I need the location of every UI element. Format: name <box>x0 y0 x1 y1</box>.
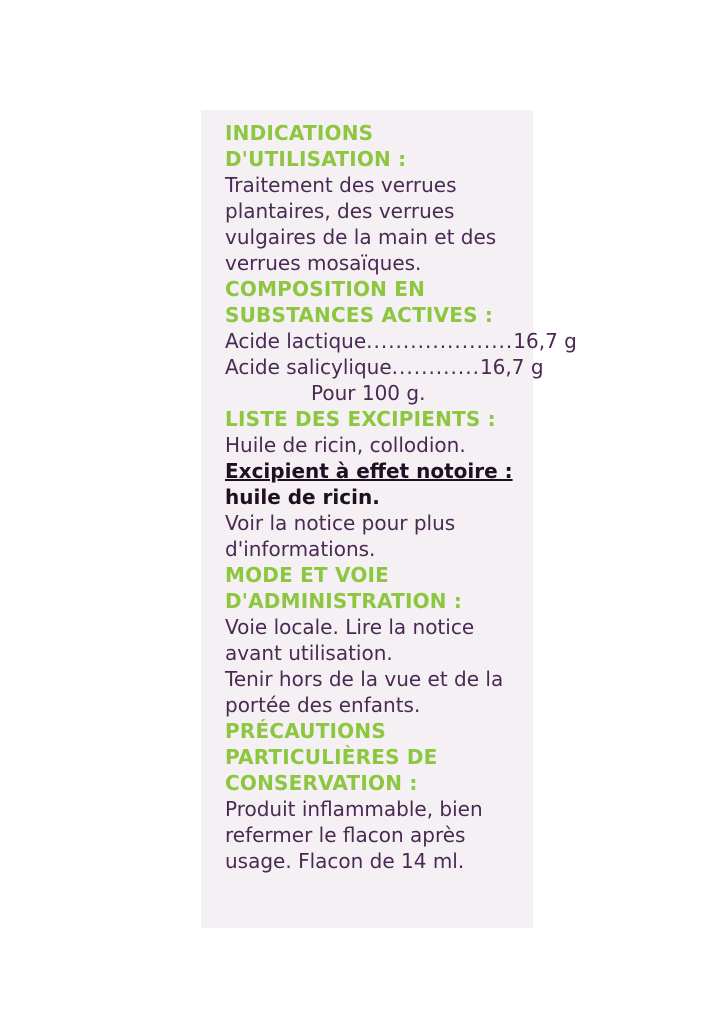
mode-heading-line-2: D'ADMINISTRATION : <box>225 589 463 613</box>
conservation-heading-line-2: PARTICULIÈRES DE <box>225 745 438 769</box>
substance-name: Acide lactique <box>225 329 367 353</box>
excipient-notoire-label: Excipient à effet notoire : <box>225 459 513 483</box>
substance-amount: 16,7 g <box>479 355 544 379</box>
substance-amount: 16,7 g <box>513 329 577 353</box>
excipients-heading: LISTE DES EXCIPIENTS : <box>225 407 496 431</box>
substance-name: Acide salicylique <box>225 355 392 379</box>
conservation-text-line: refermer le flacon après <box>225 823 466 847</box>
conservation-text-line: Produit inflammable, bien <box>225 797 483 821</box>
leader-dots: ............ <box>391 355 480 379</box>
mode-text-line: Tenir hors de la vue et de la <box>225 667 504 691</box>
composition-heading-line-1: COMPOSITION EN <box>225 277 426 301</box>
conservation-heading-line-3: CONSERVATION : <box>225 771 418 795</box>
leader-dots: .................... <box>366 329 514 353</box>
composition-per-quantity: Pour 100 g. <box>311 381 426 405</box>
excipients-notice-line: Voir la notice pour plus <box>225 511 456 535</box>
excipients-list: Huile de ricin, collodion. <box>225 433 466 457</box>
excipient-notoire-value: huile de ricin. <box>225 485 380 509</box>
indications-text-line: Traitement des verrues <box>225 173 457 197</box>
mode-text-line: portée des enfants. <box>225 693 421 717</box>
excipients-notice-line: d'informations. <box>225 537 376 561</box>
leaflet-panel <box>201 110 577 928</box>
indications-text-line: plantaires, des verrues <box>225 199 455 223</box>
indications-heading-line-1: INDICATIONS <box>225 121 374 145</box>
conservation-heading-line-1: PRÉCAUTIONS <box>225 719 386 743</box>
composition-row-salicylic <box>225 354 544 380</box>
mode-text-line: avant utilisation. <box>225 641 393 665</box>
indications-heading-line-2: D'UTILISATION : <box>225 147 407 171</box>
mode-heading-line-1: MODE ET VOIE <box>225 563 390 587</box>
indications-text-line: verrues mosaïques. <box>225 251 422 275</box>
indications-text-line: vulgaires de la main et des <box>225 225 497 249</box>
composition-row-lactic <box>225 328 577 354</box>
mode-text-line: Voie locale. Lire la notice <box>225 615 475 639</box>
composition-heading-line-2: SUBSTANCES ACTIVES : <box>225 303 494 327</box>
conservation-text-line: usage. Flacon de 14 ml. <box>225 849 465 873</box>
